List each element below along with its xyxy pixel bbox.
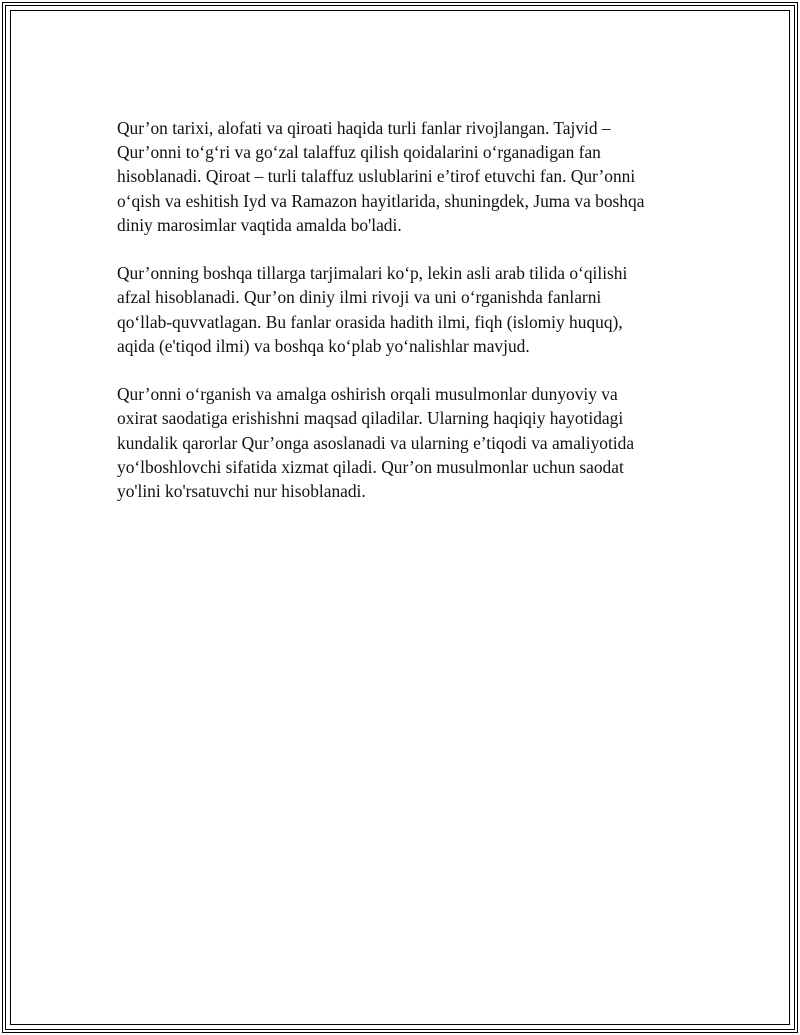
paragraph-2: Qur’onning boshqa tillarga tarjimalari ko‘p, lekin asli arab tilida o‘qilishi afzal hisoblanadi. Qur’on diniy ilmi rivoji va uni o‘rganishda fanlarni qo‘llab-quvvatlagan. Bu fanlar orasida hadith ilmi, fiqh (islomiy huquq), aqida (e'tiqod ilmi) va boshqa ko‘plab yo‘nalishlar mavjud. (117, 263, 628, 356)
paragraph-1: Qur’on tarixi, alofati va qiroati haqida turli fanlar rivojlangan. Tajvid – Qur’onni to‘g‘ri va go‘zal talaffuz qilish qoidalarini o‘rganadigan fan hisoblanadi. Qiroat – turli talaffuz uslublarini e’tirof etuvchi fan. Qur’onni o‘qish va eshitish Iyd va Ramazon hayitlarida, shuningdek, Juma va boshqa diniy marosimlar vaqtida amalda bo'ladi. (117, 118, 645, 235)
document-body (117, 116, 677, 527)
document-page (2, 2, 798, 1033)
paragraph-3: Qur’onni o‘rganish va amalga oshirish orqali musulmonlar dunyoviy va oxirat saodatiga erishishni maqsad qiladilar. Ularning haqiqiy hayotidagi kundalik qarorlar Qur’onga asoslanadi va ularning e’tiqodi va amaliyotida yo‘lboshlovchi sifatida xizmat qiladi. Qur’on musulmonlar uchun saodat yo'lini ko'rsatuvchi nur hisoblanadi. (117, 384, 635, 502)
